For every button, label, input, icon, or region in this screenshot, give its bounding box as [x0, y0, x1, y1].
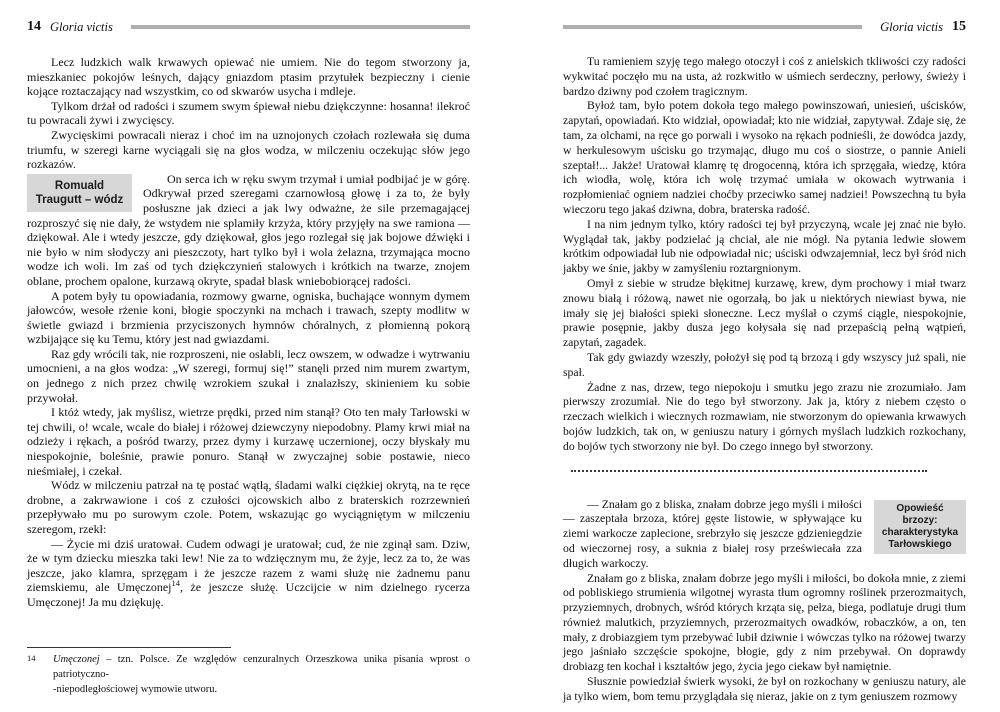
- footnote-text: [27, 652, 470, 697]
- book-page-left: [27, 20, 470, 700]
- margin-note-line: Tarłowskiego: [888, 539, 952, 551]
- body-paragraph: Zwycięskimi powracali nieraz i choć im na uznojonych czołach rozlewała się duma triumfu, w szeregi karne wyciągali się na głos wodza, w milczeniu oczekując słów jego rozkazów.: [27, 127, 470, 172]
- body-paragraph: Wódz w milczeniu patrzał na tę postać wątłą, śladami walki ciężkiej okrytą, na te ręce drobne, a zakrwawione i coś z czułości ojcowskich albo z braterskich rozrzewnień przepływało mu po surowym czole. Potem, wskazując go wyciągniętym w milczeniu szeregom, rzekł:: [27, 478, 470, 536]
- margin-note-line: Opowieść: [896, 502, 944, 514]
- footnote-reference: 14: [171, 578, 180, 589]
- footnote-rule: [27, 647, 231, 648]
- body-paragraph: Tak gdy gwiazdy wzeszły, położył się pod tą brzozą i gdy wszyscy już spali, nie spał.: [563, 350, 966, 379]
- section-separator: [571, 470, 927, 472]
- footnote-term: Umęczonej: [53, 654, 100, 665]
- header-rule: [131, 25, 470, 29]
- body-paragraph: Byłoż tam, było potem dokoła tego małego powinszowań, uniesień, uścisków, zapytań, opowiadań. Kto widział, opowiadał; kto nie widział, zapytywał. Zdaje się, że tam, za olchami, na ręce go porwali i wysoko na rękach podnieśli, że dowódca jazdy, w herkulesowym uścisku go trzymając, długo mu coś o siostrze, o pannie Anieli szeptał!... Jakże! Uratował klamrę tę drogocenną, która ich sprzęgała, wiedzę, która ich wiodła, wolę, która ich wolę trzymać umiała w okowach wytrwania i rozpłomieniać ogniem nadziei choćby przeciwko samej nadziei! Powszechną tu była wieczoru tego jakaś dziwna, dobra, braterska radość.: [563, 99, 966, 216]
- body-paragraph-with-margin-note: [27, 172, 470, 289]
- page-header: [27, 20, 470, 34]
- paragraph-text: — Życie mi dziś uratował. Cudem odwagi je uratował; cud, że nie zginął sam. Dziw, że w tym dziecku mieszka taki lew! Nie za to wdzięcznym mu, że żyje, lecz za to, że was jeszcze, jako klamra, sprzęgam i że jeszcze razem z wami służę nie żadnemu panu ziemskiemu, ale Umęczonej: [27, 536, 470, 595]
- book-page-right: [563, 19, 966, 703]
- paragraph-text: — Znałam go z bliska, znałam dobrze jego myśli i miłości — zaszeptała brzoza, której gęste listowie, w spływające ku ziemi warkocze zaplecione, srebrzyło się jeszcze gdzieniegdzie od wieczornej rosy, a suknia z białej rosy przeświecała zza długich warkoczy.: [563, 497, 862, 570]
- body-paragraph: A potem były tu opowiadania, rozmowy gwarne, ogniska, buchające wonnym dymem jałowców, wesołe rżenie koni, błogie spoczynki na mchach i trawach, szepty modlitw w świetle gwiazd i brzmienia przyciszonych hymnów chóralnych, z płomienną pokorą wzbijające się ku Temu, który jest nad gwiazdami.: [27, 288, 470, 347]
- margin-note-line: brzozy:: [902, 514, 938, 526]
- body-paragraph: Żadne z nas, drzew, tego niepokoju i smutku jego zrazu nie zrozumiało. Jam pierwszy zrozumiał. Nie do tego był stworzony. Jak ja, który z niebem często o rzeczach wielkich i wiecznych rozmawiam, nie stworzonym do opiewania krwawych bojów ludzkich, tak on, w geniuszu natury i górnych myślach ludzkich rozkochany, do bojów tych stworzony nie był. Do czego innego był stworzony.: [563, 380, 966, 453]
- running-title: Gloria victis: [880, 20, 943, 34]
- page-body: [27, 55, 470, 610]
- body-paragraph: Słusznie powiedział świerk wysoki, że był on rozkochany w geniuszu natury, ale ja tylko wiem, bom temu przyglądała się nieraz, jakie on z tym geniuszem rozmowy: [563, 675, 966, 703]
- footnote-line2: -niepodległościowej wymowie utworu.: [53, 684, 218, 695]
- header-rule: [563, 25, 862, 29]
- body-paragraph: Raz gdy wrócili tak, nie rozproszeni, nie osłabli, lecz owszem, w odwadze i wytrwaniu umocnieni, a na głos wodza: „W szeregi, formuj się!” stanęli przed nim murem zwartym, on jednego z nich przez chwilę wzrokiem szukał i znalazłszy, skinieniem ku sobie przywołał.: [27, 346, 470, 405]
- footnote-line1: – tzn. Polsce. Ze względów cenzuralnych Orzeszkowa unika pisania wprost o patriotyczno-: [53, 654, 470, 680]
- body-paragraph: Tylkom drżał od radości i szumem swym śpiewał niebu dziękczynne: hosanna! ilekroć tu powracali żywi i zwycięscy.: [27, 98, 470, 128]
- page-number: 15: [952, 19, 966, 34]
- body-paragraph: I na nim jednym tylko, który radości tej był przyczyną, wcale jej znać nie było. Wyglądał tak, jakby podzielać ją chciał, ale nie mógł. Na pytania ledwie słowem krótkim odpowiadał lub nie odpowiadał nic; uściski odwzajemniał, lecz był śród nich jakby we śnie, jakby w zamyśleniu roztargnionym.: [563, 217, 966, 276]
- body-paragraph-with-footnote-ref: [27, 537, 470, 610]
- footnote-marker: 14: [27, 653, 36, 663]
- margin-note-brzoza: [874, 500, 966, 555]
- margin-note-line: Romuald: [54, 179, 105, 192]
- body-paragraph: Lecz ludzkich walk krwawych opiewać nie umiem. Nie do tegom stworzony ja, mieszkaniec pokojów leśnych, dający gniazdom ptasim przytułek bezpieczny i cienie kojące roztaczający nad wszystkim, co od skwarów usycha i mdleje.: [27, 55, 470, 99]
- paragraph-text: , że jeszcze służę. Uczcijcie w nim dzielnego rycerza Umęczonej! Ja mu dziękuję.: [27, 580, 470, 609]
- paragraph-text: On serca ich w ręku swym trzymał i umiał podbijać je w górę. Odkrywał przed szeregami czarnowłosą głowę i za to, że były posłuszne jak dzieci a jak lwy odważne, że sile przemagającej rozproszyć się nie dały, że wstydem nie splamiły krzyża, który przyjęły na swe ramiona — dziękował. Ale i wtedy jeszcze, gdy dziękował, głos jego rozlegał się jak bojowe dźwięki i nie było w nim słodyczy ani pieszczoty, hart tylko był i wola żelazna, trzymająca mocno wodze ich woli. Im zaś od tych dziękczynień stalowych i krótkich na twarze, znojem oblane, prochem opalone, kurzawą okryte, spadał blask wniebobiorącej radości.: [27, 171, 470, 288]
- margin-note-line: Traugutt – wódz: [35, 193, 124, 206]
- page-body: [563, 55, 966, 705]
- footnote: [27, 647, 470, 697]
- body-paragraph: I któż wtedy, jak myślisz, wietrze prędki, przed nim stanął? Oto ten mały Tarłowski w tej chwili, o! wcale, wcale do białej i różowej dziewczyny niepodobny. Plamy krwi miał na odzieży i rękach, a pośród twarzy, przez dymy i kurzawę uczernionej, oczy błyskały mu niespokojnie, boleśnie, prawie ponuro. Stanął w zwyczajnej sobie postawie, nieco nieśmiałej, i czekał.: [27, 405, 470, 478]
- margin-note-traugutt: [27, 174, 132, 212]
- margin-note-line: charakterystyka: [881, 526, 959, 538]
- body-paragraph: Znałam go z bliska, znałam dobrze jego myśli i miłości, bo dokoła mnie, z ziemi od pobliskiego strumienia wilgotnej wyrasta tłum ogromny roślinek przerozmaitych, przyziemnych, drobnych, wśród których krząta się, pełza, biega, podlatuje drugi tłum również malutkich, przyziemnych, przerozmaitych owadków, robaczków, a on, ten mały, z drobiazgiem tym przebywać lubił dziwnie i wówczas tylko na różowej twarzy jego jaśniało szczęście spokojne, błogie, gdy z nim przebywał. On doprawdy drobiazg ten kochał i kształtów jego, życia jego ciekaw był namiętnie.: [563, 571, 966, 674]
- running-title: Gloria victis: [50, 20, 113, 34]
- page-number: 14: [27, 19, 41, 34]
- body-paragraph: Omył z siebie w strudze błękitnej kurzawę, krew, dym prochowy i miał twarz znowu białą i różową, nawet nie ogorzałą, bo jak u niektórych niewiast bywa, nie imały się jej białości spieki słoneczne. Lecz myślał o czymś ciągle, niespokojnie, prawie posępnie, jakby dusza jego kołysała się nad przepaścią pełną wątpień, zapytań, zagadek.: [563, 276, 966, 350]
- body-paragraph-with-margin-note: [563, 498, 966, 572]
- page-header: [563, 20, 966, 34]
- body-paragraph: Tu ramieniem szyję tego małego otoczył i coś z anielskich tkliwości czy radości wykwitać poczęło mu na usta, aż rozkwitło w uśmiech serdeczny, perłowy, świeży i bardzo dziwny pod czołem tragicznym.: [563, 55, 966, 98]
